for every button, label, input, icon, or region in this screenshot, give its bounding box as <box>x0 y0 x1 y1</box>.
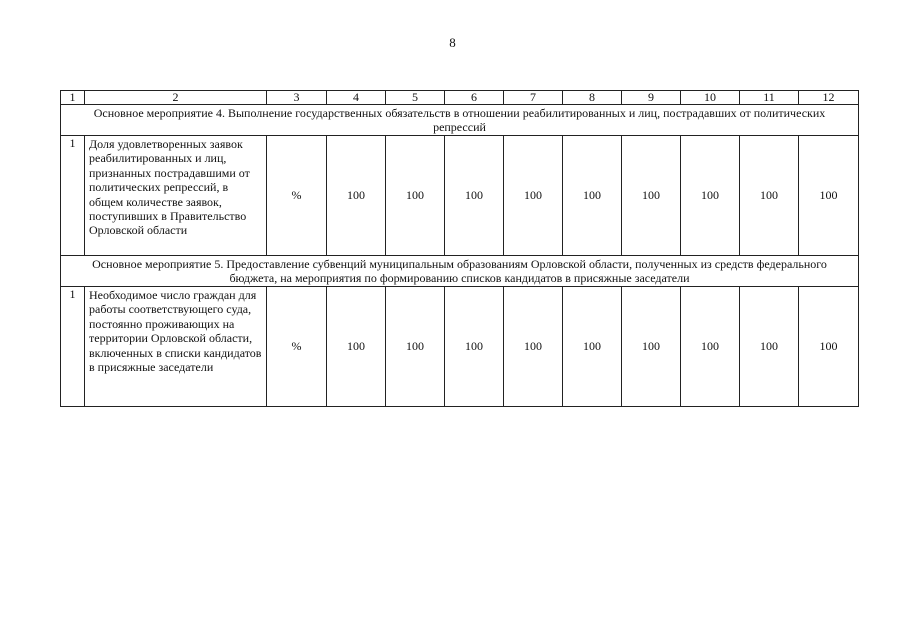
value-cell: 100 <box>740 287 799 407</box>
column-number: 11 <box>740 91 799 105</box>
column-number-row <box>61 91 859 105</box>
section-row <box>61 256 859 287</box>
value-cell: 100 <box>799 287 859 407</box>
value-cell: 100 <box>681 287 740 407</box>
column-number: 3 <box>267 91 327 105</box>
value-cell: 100 <box>563 136 622 256</box>
value-cell: 100 <box>504 136 563 256</box>
value-cell: 100 <box>622 136 681 256</box>
column-number: 10 <box>681 91 740 105</box>
column-number: 4 <box>327 91 386 105</box>
column-number: 1 <box>61 91 85 105</box>
section-row <box>61 105 859 136</box>
section-title: Основное мероприятие 4. Выполнение государственных обязательств в отношении реабилитированных и лиц, пострадавших от политических репрессий <box>61 105 859 136</box>
value-cell: 100 <box>445 287 504 407</box>
value-cell: 100 <box>327 287 386 407</box>
value-cell: 100 <box>799 136 859 256</box>
value-cell: 100 <box>504 287 563 407</box>
column-number: 7 <box>504 91 563 105</box>
value-cell: 100 <box>740 136 799 256</box>
column-number: 5 <box>386 91 445 105</box>
column-number: 6 <box>445 91 504 105</box>
table-row <box>61 136 859 256</box>
column-number: 2 <box>85 91 267 105</box>
column-number: 12 <box>799 91 859 105</box>
indicators-table <box>60 90 859 407</box>
column-number: 9 <box>622 91 681 105</box>
value-cell: 100 <box>445 136 504 256</box>
section-title: Основное мероприятие 5. Предоставление субвенций муниципальным образованиям Орловской области, полученных из средств федерального бюджета, на мероприятия по формированию списков кандидатов в присяжные заседатели <box>61 256 859 287</box>
value-cell: 100 <box>386 287 445 407</box>
value-cell: 100 <box>622 287 681 407</box>
row-number: 1 <box>61 136 85 256</box>
indicator-name: Доля удовлетворенных заявок реабилитированных и лиц, признанных пострадавшими от политических репрессий, в общем количестве заявок, поступивших в Правительство Орловской области <box>85 136 267 256</box>
value-cell: 100 <box>327 136 386 256</box>
page-number: 8 <box>449 35 456 50</box>
indicator-name: Необходимое число граждан для работы соответствующего суда, постоянно проживающих на территории Орловской области, включенных в списки кандидатов в присяжные заседатели <box>85 287 267 407</box>
row-number: 1 <box>61 287 85 407</box>
unit-cell: % <box>267 136 327 256</box>
value-cell: 100 <box>681 136 740 256</box>
table-row <box>61 287 859 407</box>
value-cell: 100 <box>386 136 445 256</box>
column-number: 8 <box>563 91 622 105</box>
unit-cell: % <box>267 287 327 407</box>
value-cell: 100 <box>563 287 622 407</box>
